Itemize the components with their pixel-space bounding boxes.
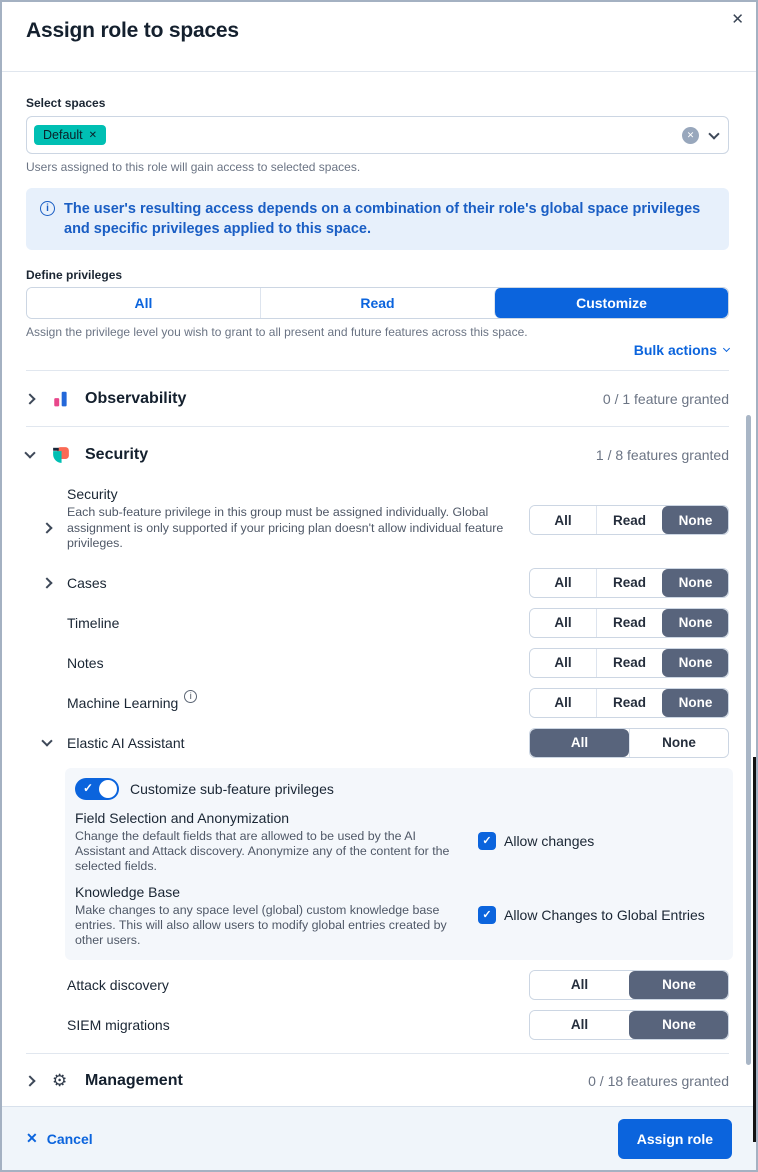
management-gear-icon: ⚙ [52,1071,68,1090]
assign-role-button[interactable]: Assign role [618,1119,732,1159]
feature-row-attack-discovery [26,970,729,1000]
management-chevron-right-icon[interactable] [24,1075,35,1086]
select-spaces-help: Users assigned to this role will gain access to selected spaces. [26,160,361,174]
machine-learning-label: Machine Learning [67,694,179,711]
clear-selection-icon[interactable] [682,127,699,144]
allow-global-entries-checkbox[interactable]: ✓ [478,906,496,924]
management-granted-count: 0 / 18 features granted [588,1072,729,1089]
toggle-check-glyph: ✓ [83,780,94,795]
feature-row-notes [26,648,729,678]
cases-none-button[interactable]: None [662,569,728,597]
machine-learning-none-button[interactable]: None [662,689,728,717]
bulk-actions-label: Bulk actions [633,342,717,358]
feature-row-timeline [26,608,729,638]
scrollbar-thumb[interactable] [746,415,751,1065]
select-spaces-label: Select spaces [26,96,106,110]
ai-assistant-all-button[interactable]: All [530,729,629,757]
privilege-all-button[interactable]: All [27,288,260,318]
timeline-all-button[interactable]: All [530,609,596,637]
security-subgroup-row [26,505,729,552]
field-selection-checkbox-row[interactable] [478,832,594,850]
allow-changes-checkbox[interactable]: ✓ [478,832,496,850]
cases-label: Cases [67,574,107,591]
attack-discovery-none-button[interactable]: None [629,971,728,999]
privilege-level-group [26,287,729,319]
flyout-footer [2,1106,756,1170]
security-subgroup-privilege-group [529,505,729,535]
privilege-help: Assign the privilege level you wish to grant to all present and future features across this space. [26,325,528,339]
feature-row-machine-learning [26,688,729,718]
subfeature-field-selection [75,810,719,874]
feature-row-cases [26,568,729,598]
allow-global-entries-label: Allow Changes to Global Entries [504,906,705,923]
notes-none-button[interactable]: None [662,649,728,677]
siem-migrations-none-button[interactable]: None [629,1011,728,1039]
timeline-label: Timeline [67,614,120,631]
privilege-customize-button[interactable]: Customize [494,288,728,318]
security-subgroup-read-button[interactable]: Read [596,506,662,534]
category-name-security: Security [85,445,149,463]
space-badge-label: Default [43,128,83,142]
field-selection-title: Field Selection and Anonymization [75,809,290,826]
siem-migrations-privilege-group [529,1010,729,1040]
space-badge-default[interactable] [34,125,106,145]
observability-icon [52,390,78,408]
machine-learning-all-button[interactable]: All [530,689,596,717]
notes-label: Notes [67,654,104,671]
security-subgroup-title: Security [67,486,118,502]
remove-space-icon[interactable]: ✕ [88,129,97,141]
observability-chevron-right-icon[interactable] [24,393,35,404]
page-title: Assign role to spaces [26,19,239,42]
ai-assistant-chevron-down-icon[interactable] [41,735,52,746]
security-chevron-down-icon[interactable] [24,447,35,458]
cases-all-button[interactable]: All [530,569,596,597]
ai-assistant-label: Elastic AI Assistant [67,734,185,751]
category-row-observability[interactable] [26,370,729,426]
bulk-actions-chevron-down-icon [723,345,730,352]
observability-granted-count: 0 / 1 feature granted [602,390,729,407]
knowledge-base-checkbox-row[interactable] [478,906,705,924]
background-window-edge [753,757,756,1142]
callout-text: The user's resulting access depends on a combination of their role's global space privileges and specific privileges applied to this space. [64,201,701,237]
toggle-knob [99,780,117,798]
category-row-security[interactable] [26,426,729,482]
security-granted-count: 1 / 8 features granted [595,446,729,463]
cases-read-button[interactable]: Read [596,569,662,597]
machine-learning-privilege-group [529,688,729,718]
info-icon: i [40,201,55,216]
ai-subfeature-panel [65,768,733,960]
attack-discovery-label: Attack discovery [67,976,169,993]
cases-privilege-group [529,568,729,598]
customize-subfeature-label: Customize sub-feature privileges [130,780,334,797]
machine-learning-info-icon[interactable]: i [184,690,197,703]
cases-chevron-right-icon[interactable] [41,577,52,588]
clear-x-glyph: ✕ [686,129,695,140]
allow-changes-label: Allow changes [504,832,595,849]
category-name-observability: Observability [85,389,187,407]
bulk-actions-link[interactable] [634,342,729,358]
attack-discovery-privilege-group [529,970,729,1000]
field-selection-desc: Change the default fields that are allowed to be used by the AI Assistant and Attack discovery. Anonymize any of the content for the selected fields. [75,828,450,873]
cancel-button[interactable] [26,1130,93,1147]
security-subgroup-none-button[interactable]: None [662,506,728,534]
security-icon [52,446,78,464]
notes-privilege-group [529,648,729,678]
feature-row-ai-assistant [26,728,729,758]
close-icon[interactable]: ✕ [727,6,748,32]
cancel-label: Cancel [46,1130,93,1147]
security-subgroup-desc: Each sub-feature privilege in this group must be assigned individually. Global assignment is only supported if your pricing plan doesn't allow individual feature privileges. [67,505,504,550]
cancel-x-icon: ✕ [26,1130,38,1146]
siem-migrations-label: SIEM migrations [67,1016,170,1033]
knowledge-base-desc: Make changes to any space level (global) custom knowledge base entries. This will also allow users to modify global entries created by other users. [75,902,447,947]
customize-subfeature-toggle[interactable] [75,778,119,800]
ai-assistant-none-button[interactable]: None [629,729,728,757]
timeline-privilege-group [529,608,729,638]
notes-read-button[interactable]: Read [596,649,662,677]
security-subgroup-all-button[interactable]: All [530,506,596,534]
category-row-management[interactable] [26,1053,729,1109]
ai-assistant-privilege-group [529,728,729,758]
siem-migrations-all-button[interactable]: All [530,1011,629,1039]
category-name-management: Management [85,1071,183,1089]
security-subgroup-chevron-right-icon[interactable] [41,523,52,534]
knowledge-base-title: Knowledge Base [75,883,181,900]
combobox-chevron-down-icon[interactable] [708,128,719,139]
notes-all-button[interactable]: All [530,649,596,677]
privilege-read-button[interactable]: Read [260,288,494,318]
info-callout [26,188,729,250]
timeline-read-button[interactable]: Read [596,609,662,637]
flyout-header [2,2,756,72]
attack-discovery-all-button[interactable]: All [530,971,629,999]
feature-row-siem-migrations [26,1010,729,1040]
define-privileges-label: Define privileges [26,268,123,282]
spaces-combobox[interactable] [26,116,729,154]
timeline-none-button[interactable]: None [662,609,728,637]
subfeature-knowledge-base [75,884,719,948]
machine-learning-read-button[interactable]: Read [596,689,662,717]
